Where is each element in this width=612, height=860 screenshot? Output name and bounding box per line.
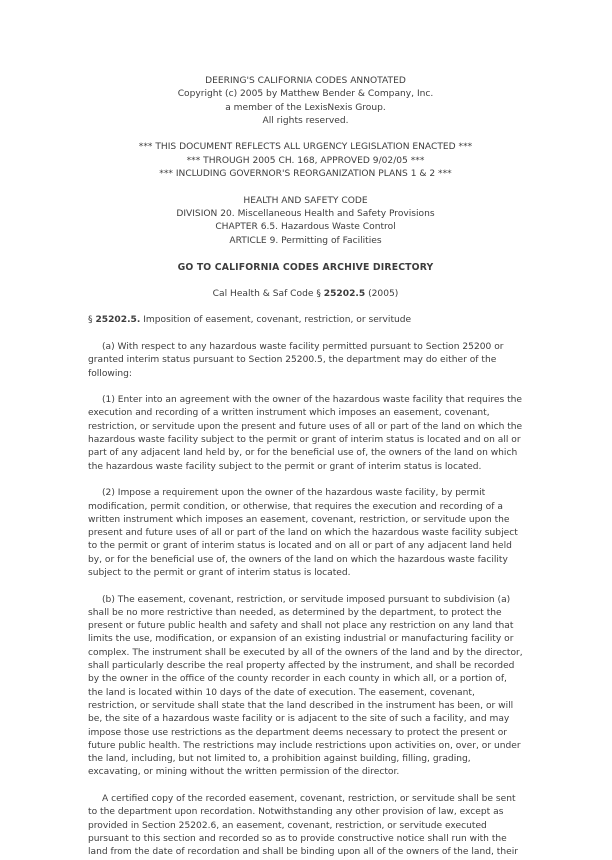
hierarchy-article: ARTICLE 9. Permitting of Facilities — [229, 235, 382, 246]
section-heading — [88, 314, 523, 327]
hierarchy-division: DIVISION 20. Miscellaneous Health and Safety Provisions — [176, 208, 435, 219]
citation-section-number: 25202.5 — [323, 288, 366, 299]
spacer — [88, 474, 523, 487]
spacer — [88, 301, 523, 314]
citation-year: (2005) — [365, 288, 399, 299]
paragraph-b-continued: A certified copy of the recorded easement, covenant, restriction, or servitude shall be sent to the department upon recordation. Notwithstanding any other provision of law, except as provided in Section 25202.6, an easement, covenant, restriction, or servitude executed pursuant to this section and recorded so as to provide constructive notice shall run with the land from the date of recordation and shall be binding upon all of the owners of the land, their — [88, 794, 518, 858]
hierarchy-chapter: CHAPTER 6.5. Hazardous Waste Control — [215, 222, 396, 233]
publisher-header-line: All rights reserved. — [262, 115, 349, 126]
paragraph-a-1: (1) Enter into an agreement with the owner of the hazardous waste facility that requires the execution and recording of a written instrument which imposes an easement, covenant, restriction, or servitude upon the present and future uses of all or part of the land on which the hazardous waste facility subject to the permit or grant of interim status is located and on all or part of any adjacent land held by, or for the beneficial use of, the owners of the land on which the hazardous waste facility subject to the permit or grant of interim status is located. — [88, 395, 523, 472]
citation-line — [88, 288, 523, 301]
spacer — [88, 248, 523, 261]
spacer — [88, 381, 523, 394]
publisher-header-line: a member of the LexisNexis Group. — [225, 102, 386, 113]
publisher-header-line: DEERING'S CALIFORNIA CODES ANNOTATED — [205, 76, 406, 86]
spacer — [88, 128, 523, 141]
currency-notice-line: *** THIS DOCUMENT REFLECTS ALL URGENCY LEGISLATION ENACTED *** — [138, 142, 473, 153]
hierarchy-code: HEALTH AND SAFETY CODE — [243, 195, 368, 206]
currency-notice — [88, 141, 523, 181]
spacer — [88, 780, 523, 793]
code-hierarchy — [88, 195, 523, 248]
section-symbol: § — [88, 315, 96, 326]
paragraph-a-2: (2) Impose a requirement upon the owner of the hazardous waste facility, by permit modification, permit condition, or otherwise, that requires the execution and recording of a written instrument which imposes an easement, covenant, restriction, or servitude upon the present and future uses of all or part of the land on which the hazardous waste facility subject to the permit or grant of interim status is located and on all or part of any adjacent land held by, or for the beneficial use of, the owners of the land on which the hazardous waste facility subject to the permit or grant of interim status is located. — [88, 488, 518, 578]
publisher-header-line: Copyright (c) 2005 by Matthew Bender & Company, Inc. — [177, 89, 434, 100]
spacer — [88, 328, 523, 341]
section-number: 25202.5. — [95, 315, 141, 326]
spacer — [88, 274, 523, 287]
publisher-header — [88, 75, 523, 128]
citation-prefix: Cal Health & Saf Code § — [212, 288, 324, 299]
paragraph-a: (a) With respect to any hazardous waste facility permitted pursuant to Section 25200 or granted interim status pursuant to Section 25200.5, the department may do either of the following: — [88, 341, 504, 379]
section-title: Imposition of easement, covenant, restriction, or servitude — [140, 315, 412, 326]
currency-notice-line: *** INCLUDING GOVERNOR'S REORGANIZATION PLANS 1 & 2 *** — [159, 169, 452, 180]
archive-directory-link[interactable]: GO TO CALIFORNIA CODES ARCHIVE DIRECTORY — [177, 262, 434, 274]
currency-notice-line: *** THROUGH 2005 CH. 168, APPROVED 9/02/05 *** — [186, 155, 425, 166]
spacer — [88, 580, 523, 593]
spacer — [88, 181, 523, 194]
paragraph-b: (b) The easement, covenant, restriction, or servitude imposed pursuant to subdivision (a) shall be no more restrictive than needed, as determined by the department, to protect the present or future public health and safety and shall not place any restriction on any land that limits the use, modification, or expansion of an existing industrial or manufacturing facility or complex. The instrument shall be executed by all of the owners of the land and by the director, shall particularly describe the real property affected by the instrument, and shall be recorded by the owner in the office of the county recorder in each county in which all, or a portion of, the land is located within 10 days of the date of execution. The easement, covenant, restriction, or servitude shall state that the land described in the instrument has been, or will be, the site of a hazardous waste facility or is adjacent to the site of such a facility, and may impose those use restrictions as the department deems necessary to protect the present or future public health. The restrictions may include restrictions upon activities on, over, or under the land, including, but not limited to, a prohibition against building, filling, grading, excavating, or mining without the written permission of the director. — [88, 594, 523, 778]
